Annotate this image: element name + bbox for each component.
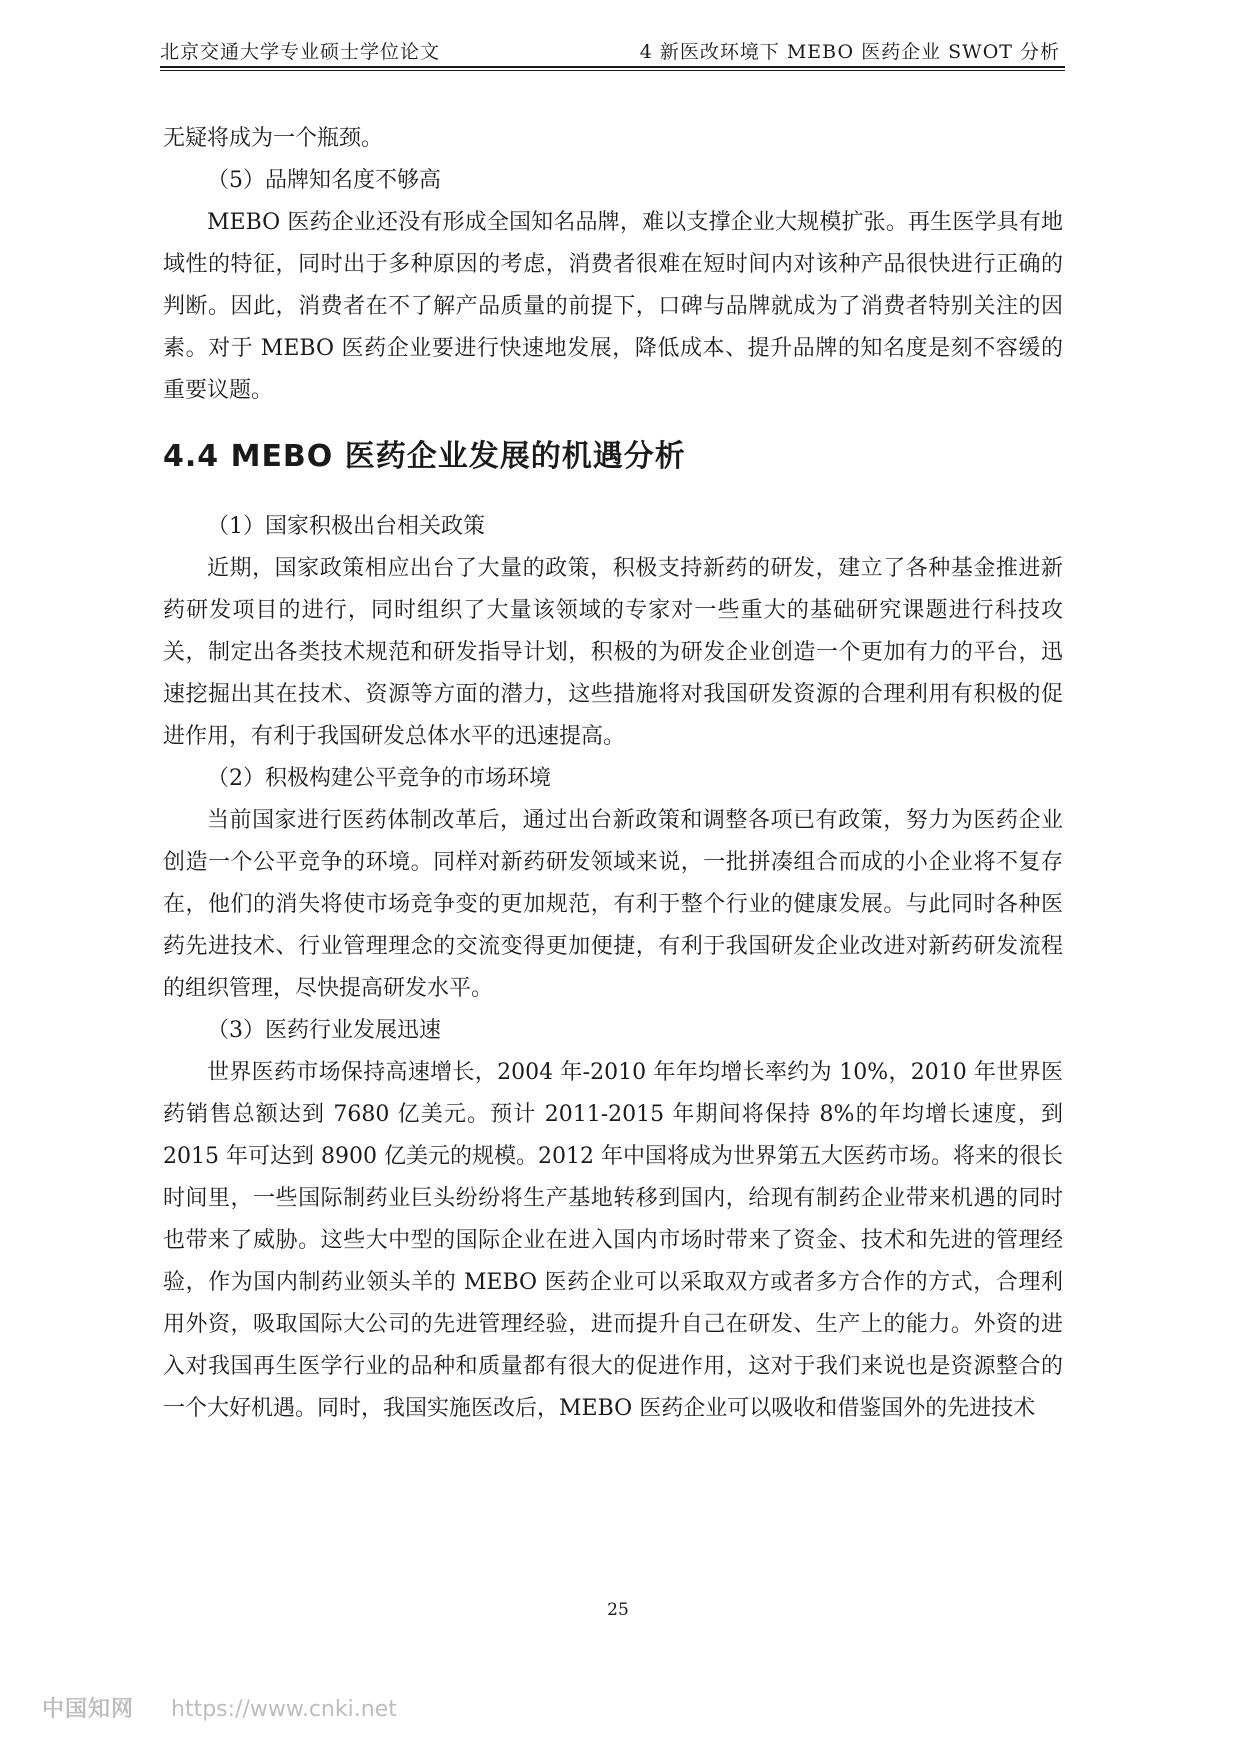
header-rule <box>160 66 1065 68</box>
header-chapter-title: 4 新医改环境下 MEBO 医药企业 SWOT 分析 <box>639 41 1060 63</box>
header-rule-thin <box>160 70 1065 71</box>
cnki-watermark <box>42 1692 397 1723</box>
section-title: 4.4 MEBO 医药企业发展的机遇分析 <box>163 439 686 474</box>
paragraph-brand-awareness: MEBO 医药企业还没有形成全国知名品牌，难以支撑企业大规模扩张。再生医学具有地域性的特征，同时出于多种原因的考虑，消费者很难在短时间内对该种产品很快进行正确的判断。因此，消费者在不了解产品质量的前提下，口碑与品牌就成为了消费者特别关注的因素。对于 MEBO 医药企业要进行快速地发展，降低成本、提升品牌的知名度是刻不容缓的重要议题。 <box>163 210 1063 403</box>
page-number: 25 <box>607 1600 629 1620</box>
body-text <box>163 118 1063 1430</box>
paragraph-continued: 无疑将成为一个瓶颈。 <box>163 126 384 151</box>
paragraph-industry-growth: 世界医药市场保持高速增长，2004 年-2010 年年均增长率约为 10%，2010 年世界医药销售总额达到 7680 亿美元。预计 2011-2015 年期间将保持 8%的年均增长速度，到 2015 年可达到 8900 亿美元的规模。2012 年中国将成为世界第五大医药市场。将来的很长时间里，一些国际制药业巨头纷纷将生产基地转移到国内，给现有制药企业带来机遇的同时也带来了威胁。这些大中型的国际企业在进入国内市场时带来了资金、技术和先进的管理经验，作为国内制药业领头羊的 MEBO 医药企业可以采取双方或者多方合作的方式，合理利用外资，吸取国际大公司的先进管理经验，进而提升自己在研发、生产上的能力。外资的进入对我国再生医学行业的品种和质量都有很大的促进作用，这对于我们来说也是资源整合的一个大好机遇。同时，我国实施医改后，MEBO 医药企业可以吸收和借鉴国外的先进技术 <box>163 1060 1063 1421</box>
cnki-logo: 中国知网 <box>42 1697 135 1722</box>
paragraph-policy: 近期，国家政策相应出台了大量的政策，积极支持新药的研发，建立了各种基金推进新药研发项目的进行，同时组织了大量该领域的专家对一些重大的基础研究课题进行科技攻关，制定出各类技术规范和研发指导计划，积极的为研发企业创造一个更加有力的平台，迅速挖掘出其在技术、资源等方面的潜力，这些措施将对我国研发资源的合理利用有积极的促进作用，有利于我国研发总体水平的迅速提高。 <box>163 556 1063 749</box>
running-header <box>160 34 1060 64</box>
cnki-url-link[interactable]: https://www.cnki.net <box>171 1697 397 1722</box>
subheading-industry-growth: （3）医药行业发展迅速 <box>207 1018 441 1043</box>
subheading-fair-competition: （2）积极构建公平竞争的市场环境 <box>207 766 551 791</box>
header-thesis-title: 北京交通大学专业硕士学位论文 <box>160 41 441 63</box>
paragraph-fair-competition: 当前国家进行医药体制改革后，通过出台新政策和调整各项已有政策，努力为医药企业创造一个公平竞争的环境。同样对新药研发领域来说，一批拼凑组合而成的小企业将不复存在，他们的消失将使市场竞争变的更加规范，有利于整个行业的健康发展。与此同时各种医药先进技术、行业管理理念的交流变得更加便捷，有利于我国研发企业改进对新药研发流程的组织管理，尽快提高研发水平。 <box>163 808 1063 1001</box>
subheading-brand-awareness: （5）品牌知名度不够高 <box>207 168 441 193</box>
subheading-policy: （1）国家积极出台相关政策 <box>207 514 485 539</box>
